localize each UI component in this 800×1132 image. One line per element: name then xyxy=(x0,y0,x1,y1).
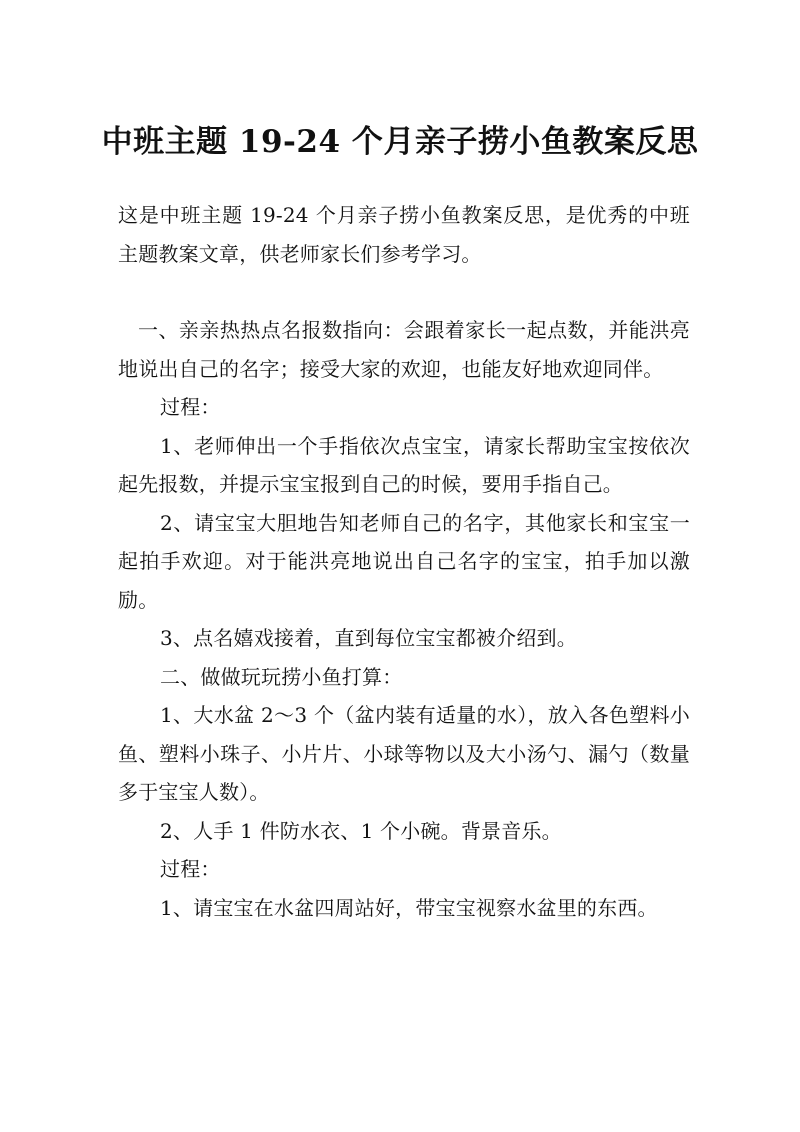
process-label: 过程： xyxy=(160,395,221,419)
document-title: 中班主题 19-24 个月亲子捞小鱼教案反思 xyxy=(101,124,699,160)
step-paragraph: 1、请宝宝在水盆四周站好，带宝宝视察水盆里的东西。 xyxy=(160,895,658,920)
section-one-heading: 一、亲亲热热点名报数指向：会跟着家长一起点数，并能洪亮地说出自己的名字；接受大家的欢迎，也能友好地欢迎同伴。 xyxy=(118,318,690,381)
process-label: 过程： xyxy=(160,857,221,881)
preparation-paragraph: 2、人手 1 件防水衣、1 个小碗。背景音乐。 xyxy=(160,818,562,843)
step-paragraph: 3、点名嬉戏接着，直到每位宝宝都被介绍到。 xyxy=(160,626,577,650)
intro-paragraph: 这是中班主题 19-24 个月亲子捞小鱼教案反思，是优秀的中班主题教案文章，供老师家长们参考学习。 xyxy=(118,203,690,266)
step-paragraph: 1、老师伸出一个手指依次点宝宝，请家长帮助宝宝按依次起先报数，并提示宝宝报到自己的时候，要用手指自己。 xyxy=(118,433,690,496)
document-body xyxy=(118,196,690,927)
section-two-heading: 二、做做玩玩捞小鱼打算： xyxy=(160,664,403,689)
preparation-paragraph: 1、大水盆 2～3 个（盆内装有适量的水），放入各色塑料小鱼、塑料小珠子、小片片、小球等物以及大小汤勺、漏勺（数量多于宝宝人数）。 xyxy=(118,703,690,804)
step-paragraph: 2、请宝宝大胆地告知老师自己的名字，其他家长和宝宝一起拍手欢迎。对于能洪亮地说出自己名字的宝宝，拍手加以激励。 xyxy=(118,510,690,612)
